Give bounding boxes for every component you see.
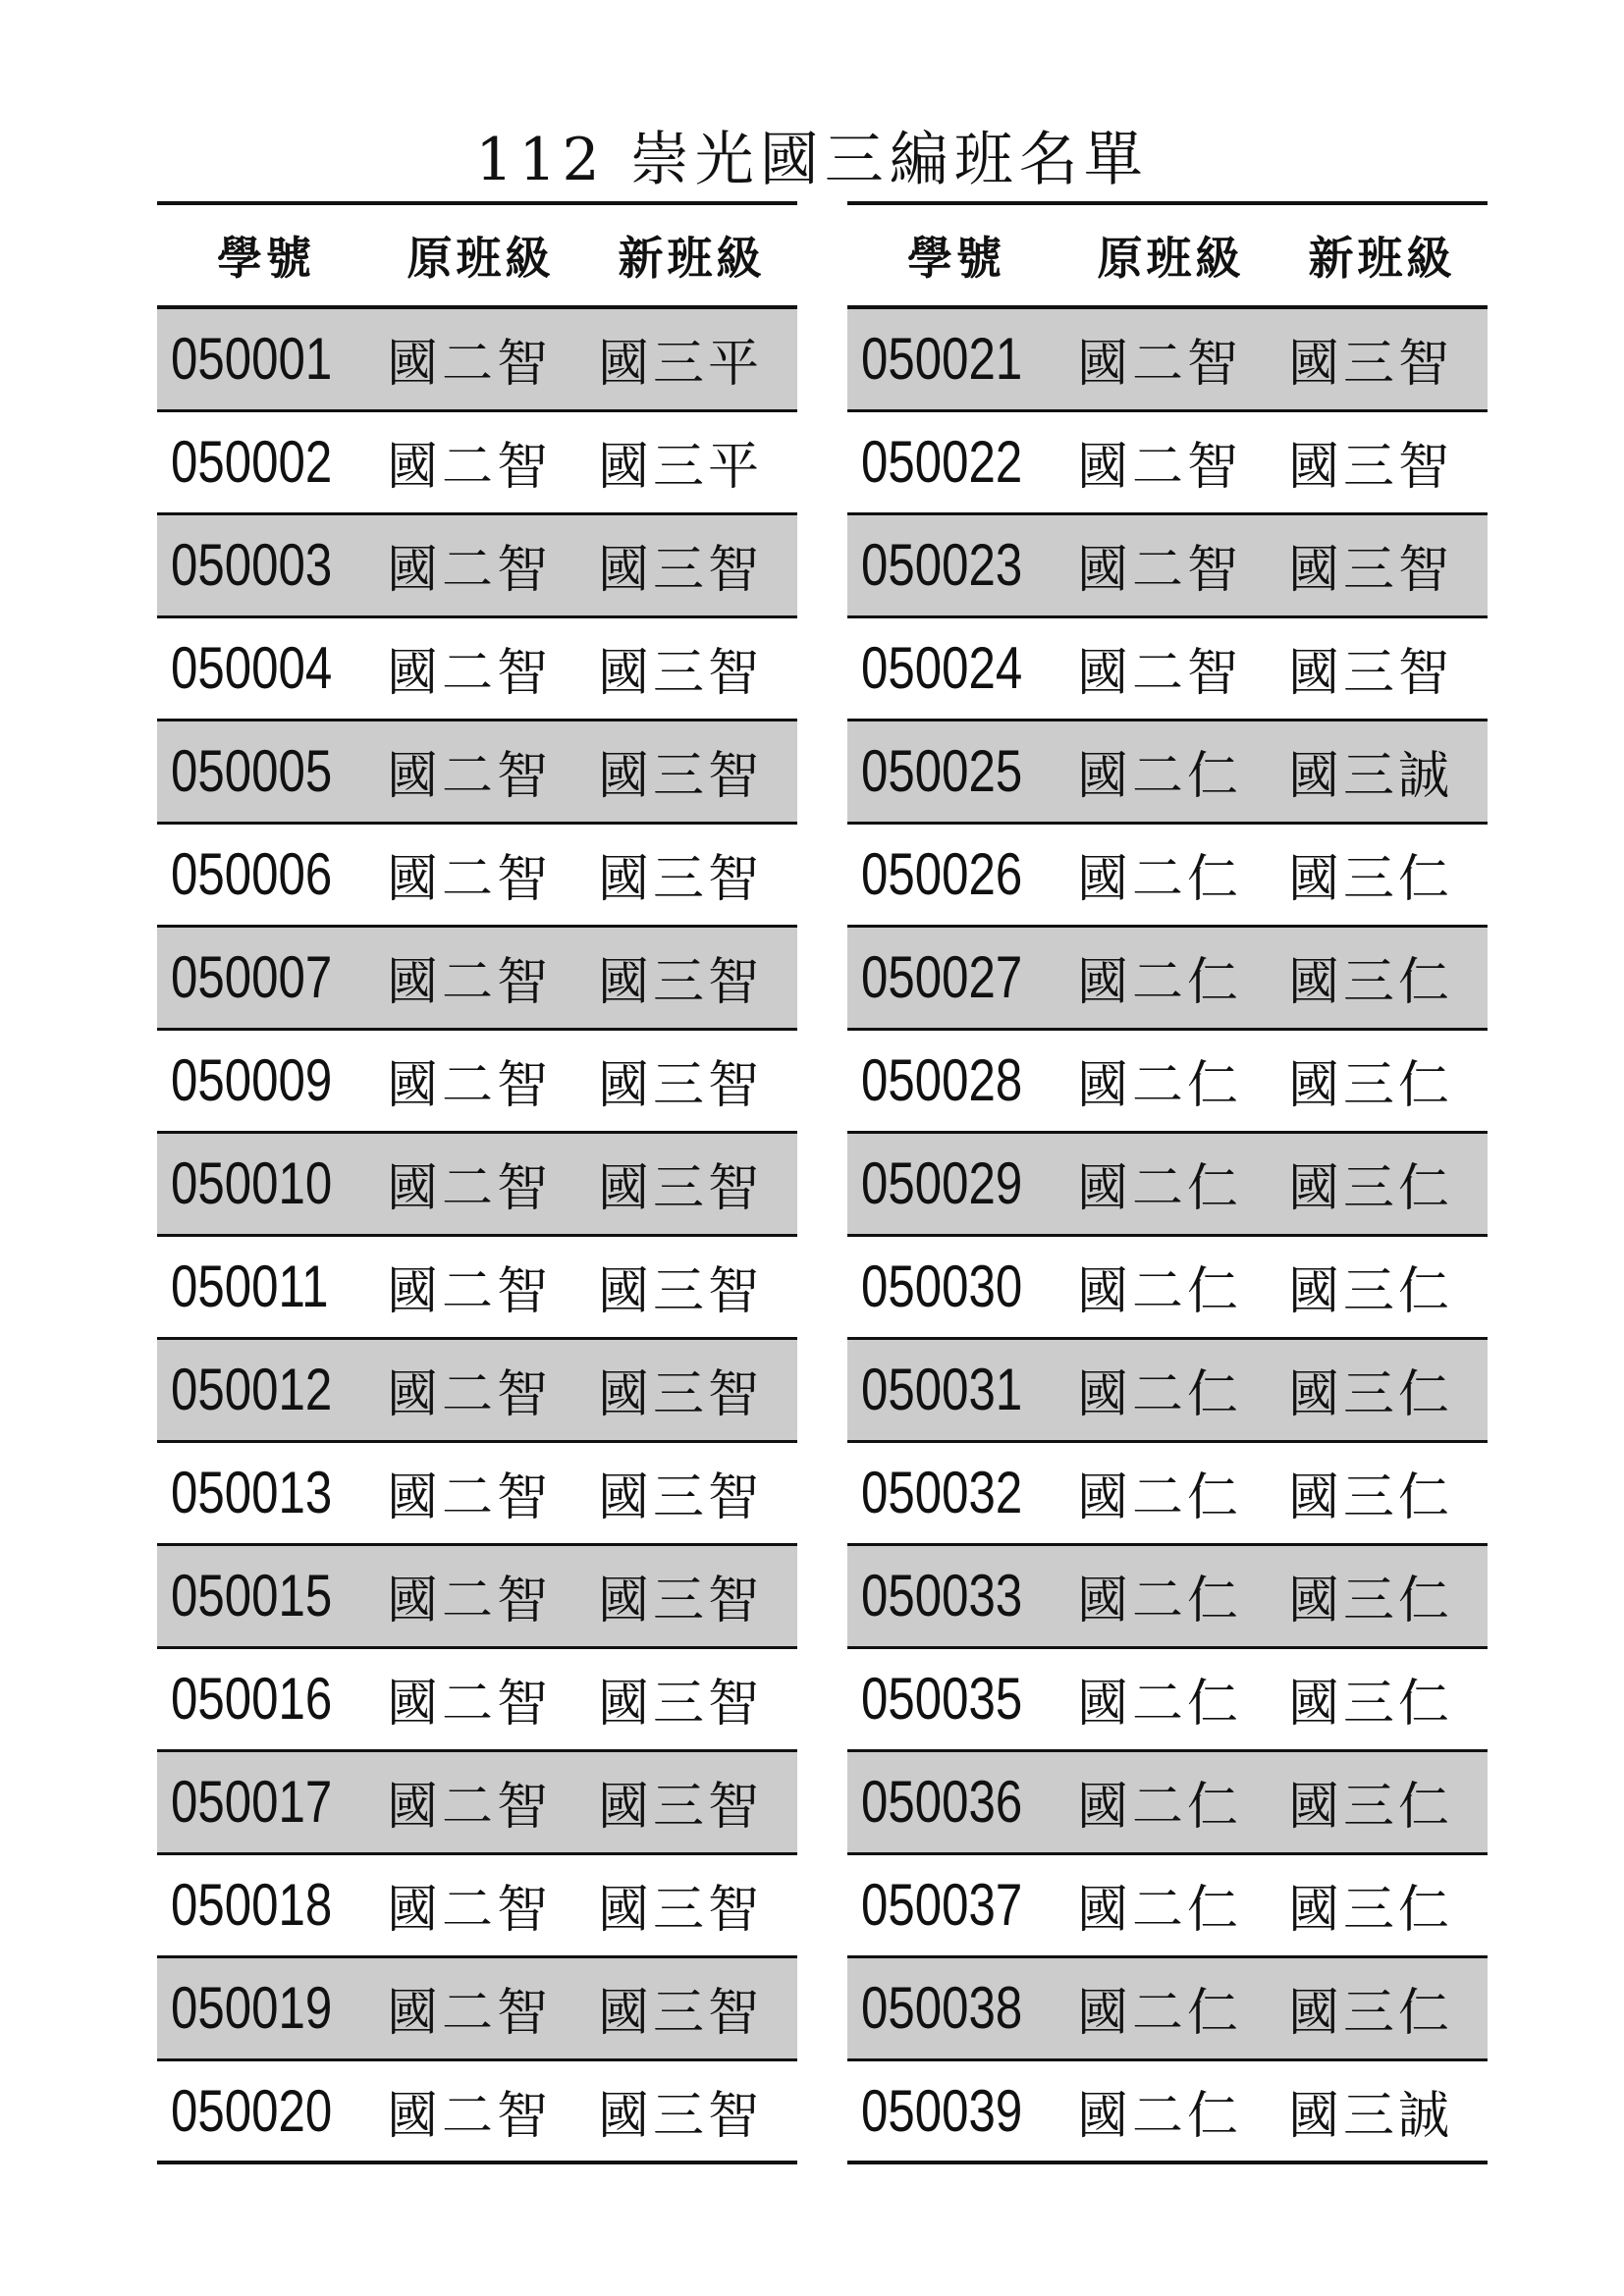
student-id-cell [847, 1029, 1065, 1132]
student-id-text: 050013 [171, 1460, 333, 1525]
student-id-text: 050027 [861, 944, 1023, 1010]
student-id-text: 050007 [171, 944, 333, 1010]
table-row [157, 823, 797, 926]
new-class-cell: 國三仁 [1288, 850, 1454, 909]
table-row [847, 1544, 1488, 1647]
table-row [157, 410, 797, 513]
table-row [157, 513, 797, 616]
student-id-cell [847, 513, 1065, 616]
old-class-cell: 國二智 [1065, 513, 1276, 616]
old-class-cell: 國二仁 [1077, 850, 1243, 909]
student-id-cell [157, 513, 375, 616]
student-id-cell [847, 2059, 1065, 2163]
student-id-cell [157, 2059, 375, 2163]
new-class-cell: 國三智 [598, 850, 764, 909]
table-row [847, 1235, 1488, 1338]
student-id-text: 050025 [861, 738, 1023, 804]
old-class-cell: 國二智 [375, 307, 586, 410]
student-id-header: 學號 [217, 232, 315, 285]
roster-body-right [847, 307, 1488, 2163]
old-class-cell: 國二仁 [1065, 1132, 1276, 1235]
table-row [847, 926, 1488, 1029]
student-id-text: 050018 [171, 1872, 333, 1938]
new-class-header: 新班級 [618, 232, 766, 285]
old-class-cell: 國二仁 [1077, 2086, 1243, 2146]
new-class-cell: 國三智 [598, 644, 764, 703]
old-class-cell: 國二智 [387, 644, 553, 703]
student-id-header: 學號 [907, 232, 1005, 285]
old-class-cell: 國二智 [387, 850, 553, 909]
student-id-text: 050036 [861, 1769, 1023, 1835]
table-row [847, 1750, 1488, 1853]
student-id-cell [157, 1853, 375, 1956]
table-row [157, 1029, 797, 1132]
student-id-text: 050019 [171, 1975, 333, 2041]
new-class-cell: 國三智 [586, 1132, 797, 1235]
new-class-cell: 國三智 [586, 926, 797, 1029]
table-row [157, 1956, 797, 2059]
table-row [157, 1544, 797, 1647]
old-class-cell: 國二仁 [1077, 1675, 1243, 1734]
old-class-cell: 國二仁 [1065, 1338, 1276, 1441]
table-row [157, 720, 797, 823]
old-class-header: 原班級 [406, 232, 555, 285]
student-id-text: 050031 [861, 1357, 1023, 1422]
student-id-text: 050001 [171, 326, 333, 393]
table-row [157, 1338, 797, 1441]
table-row [847, 1956, 1488, 2059]
table-header-row [847, 203, 1488, 307]
page-title: 112 崇光國三編班名單 [475, 126, 1149, 194]
old-class-cell: 國二智 [387, 2086, 553, 2146]
student-id-cell [847, 616, 1065, 720]
new-class-cell: 國三平 [586, 307, 797, 410]
new-class-cell: 國三仁 [1288, 1468, 1454, 1527]
roster-table-left [157, 201, 797, 2164]
student-id-cell [847, 410, 1065, 513]
old-class-cell: 國二智 [375, 1338, 586, 1441]
student-id-cell [157, 1132, 375, 1235]
student-id-text: 050038 [861, 1975, 1023, 2041]
new-class-cell: 國三仁 [1276, 1132, 1488, 1235]
student-id-cell [157, 616, 375, 720]
table-row [847, 513, 1488, 616]
new-class-cell: 國三平 [598, 438, 764, 497]
old-class-cell: 國二智 [387, 1262, 553, 1321]
old-class-cell: 國二智 [387, 438, 553, 497]
new-class-cell: 國三智 [1288, 644, 1454, 703]
student-id-text: 050022 [861, 429, 1023, 495]
new-class-cell: 國三仁 [1288, 1881, 1454, 1940]
old-class-cell: 國二智 [375, 513, 586, 616]
old-class-cell: 國二智 [387, 1056, 553, 1115]
old-class-header: 原班級 [1097, 232, 1245, 285]
old-class-cell: 國二仁 [1077, 1262, 1243, 1321]
student-id-cell [157, 1750, 375, 1853]
student-id-cell [847, 720, 1065, 823]
student-id-text: 050020 [171, 2077, 333, 2144]
student-id-text: 050026 [861, 841, 1023, 907]
student-id-text: 050003 [171, 532, 333, 598]
student-id-cell [847, 307, 1065, 410]
student-id-text: 050006 [171, 841, 333, 907]
table-header-row [157, 203, 797, 307]
table-row [847, 2059, 1488, 2163]
old-class-cell: 國二仁 [1077, 1056, 1243, 1115]
student-id-text: 050005 [171, 738, 333, 804]
new-class-cell: 國三智 [1288, 438, 1454, 497]
student-id-text: 050012 [171, 1357, 333, 1422]
new-class-cell: 國三智 [598, 1262, 764, 1321]
student-id-cell [157, 307, 375, 410]
roster-body-left [157, 307, 797, 2163]
table-row [157, 1441, 797, 1544]
old-class-cell: 國二智 [375, 1132, 586, 1235]
new-class-cell: 國三智 [586, 1956, 797, 2059]
student-id-text: 050010 [171, 1150, 333, 1216]
student-id-text: 050037 [861, 1872, 1023, 1938]
new-class-cell: 國三智 [1276, 513, 1488, 616]
old-class-cell: 國二智 [375, 926, 586, 1029]
student-id-text: 050015 [171, 1563, 333, 1629]
old-class-cell: 國二仁 [1065, 1544, 1276, 1647]
old-class-cell: 國二仁 [1065, 720, 1276, 823]
new-class-cell: 國三仁 [1276, 1338, 1488, 1441]
student-id-text: 050017 [171, 1769, 333, 1835]
old-class-cell: 國二智 [1077, 438, 1243, 497]
student-id-cell [157, 410, 375, 513]
new-class-cell: 國三仁 [1276, 1544, 1488, 1647]
student-id-cell [157, 1956, 375, 2059]
table-row [157, 1235, 797, 1338]
table-row [157, 1647, 797, 1750]
student-id-cell [847, 1441, 1065, 1544]
old-class-cell: 國二智 [387, 1675, 553, 1734]
student-id-text: 050016 [171, 1666, 333, 1732]
table-row [157, 307, 797, 410]
old-class-cell: 國二智 [1065, 307, 1276, 410]
student-id-cell [847, 823, 1065, 926]
table-row [157, 616, 797, 720]
table-row [847, 1132, 1488, 1235]
new-class-cell: 國三仁 [1288, 1056, 1454, 1115]
old-class-cell: 國二智 [375, 1956, 586, 2059]
new-class-cell: 國三智 [598, 1881, 764, 1940]
old-class-cell: 國二仁 [1065, 1750, 1276, 1853]
student-id-cell [157, 1544, 375, 1647]
student-id-cell [157, 1235, 375, 1338]
student-id-text: 050004 [171, 635, 333, 701]
new-class-cell: 國三智 [598, 1468, 764, 1527]
table-row [847, 1853, 1488, 1956]
student-id-cell [157, 720, 375, 823]
student-id-text: 050024 [861, 635, 1023, 701]
new-class-cell: 國三智 [598, 1675, 764, 1734]
table-row [157, 926, 797, 1029]
student-id-cell [847, 926, 1065, 1029]
roster-table-right [847, 201, 1488, 2164]
student-id-cell [157, 823, 375, 926]
table-row [157, 1853, 797, 1956]
table-row [157, 1132, 797, 1235]
student-id-cell [157, 1338, 375, 1441]
new-class-cell: 國三智 [586, 720, 797, 823]
table-row [847, 1029, 1488, 1132]
new-class-cell: 國三仁 [1288, 1675, 1454, 1734]
student-id-cell [847, 1647, 1065, 1750]
table-row [847, 1338, 1488, 1441]
new-class-cell: 國三智 [586, 1338, 797, 1441]
student-id-cell [847, 1544, 1065, 1647]
new-class-header: 新班級 [1308, 232, 1456, 285]
student-id-cell [847, 1338, 1065, 1441]
student-id-cell [157, 1029, 375, 1132]
new-class-cell: 國三智 [598, 2086, 764, 2146]
old-class-cell: 國二智 [1077, 644, 1243, 703]
student-id-text: 050030 [861, 1254, 1023, 1319]
table-row [847, 1441, 1488, 1544]
table-row [847, 410, 1488, 513]
student-id-text: 050002 [171, 429, 333, 495]
student-id-text: 050029 [861, 1150, 1023, 1216]
old-class-cell: 國二仁 [1065, 926, 1276, 1029]
old-class-cell: 國二仁 [1065, 1956, 1276, 2059]
table-row [847, 720, 1488, 823]
old-class-cell: 國二智 [387, 1881, 553, 1940]
old-class-cell: 國二智 [375, 720, 586, 823]
old-class-cell: 國二仁 [1077, 1468, 1243, 1527]
student-id-text: 050009 [171, 1047, 333, 1113]
student-id-cell [157, 1647, 375, 1750]
student-id-text: 050011 [171, 1254, 329, 1319]
table-row [847, 1647, 1488, 1750]
student-id-text: 050033 [861, 1563, 1023, 1629]
new-class-cell: 國三仁 [1276, 926, 1488, 1029]
student-id-text: 050021 [861, 326, 1023, 393]
new-class-cell: 國三誠 [1288, 2086, 1454, 2146]
new-class-cell: 國三仁 [1276, 1750, 1488, 1853]
student-id-cell [847, 1132, 1065, 1235]
new-class-cell: 國三智 [586, 1544, 797, 1647]
new-class-cell: 國三仁 [1276, 1956, 1488, 2059]
student-id-text: 050023 [861, 532, 1023, 598]
table-row [847, 307, 1488, 410]
old-class-cell: 國二仁 [1077, 1881, 1243, 1940]
old-class-cell: 國二智 [387, 1468, 553, 1527]
student-id-text: 050035 [861, 1666, 1023, 1732]
student-id-text: 050028 [861, 1047, 1023, 1113]
student-id-text: 050032 [861, 1460, 1023, 1525]
table-row [847, 823, 1488, 926]
student-id-cell [847, 1853, 1065, 1956]
new-class-cell: 國三智 [586, 1750, 797, 1853]
new-class-cell: 國三智 [586, 513, 797, 616]
new-class-cell: 國三仁 [1288, 1262, 1454, 1321]
new-class-cell: 國三智 [598, 1056, 764, 1115]
student-id-cell [157, 926, 375, 1029]
old-class-cell: 國二智 [375, 1544, 586, 1647]
new-class-cell: 國三智 [1276, 307, 1488, 410]
table-row [157, 2059, 797, 2163]
table-row [157, 1750, 797, 1853]
student-id-cell [847, 1956, 1065, 2059]
student-id-cell [847, 1750, 1065, 1853]
new-class-cell: 國三誠 [1276, 720, 1488, 823]
old-class-cell: 國二智 [375, 1750, 586, 1853]
student-id-cell [847, 1235, 1065, 1338]
student-id-text: 050039 [861, 2077, 1023, 2144]
student-id-cell [157, 1441, 375, 1544]
table-row [847, 616, 1488, 720]
